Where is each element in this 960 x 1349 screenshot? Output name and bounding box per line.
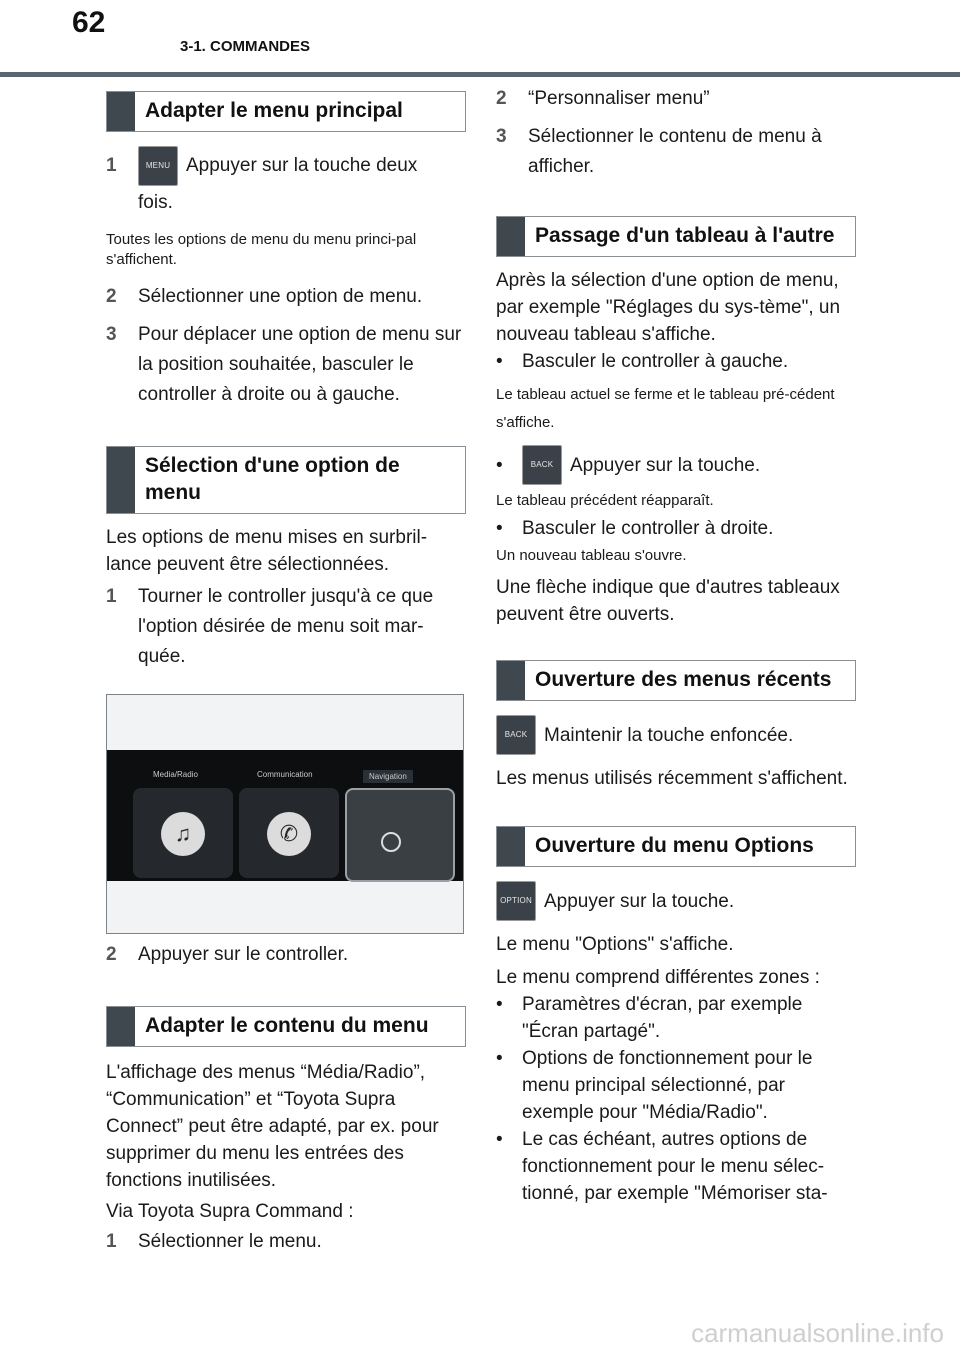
paragraph: Les options de menu mises en surbril-lance peuvent être sélectionnées. <box>106 527 428 575</box>
music-note-icon: ♫ <box>161 812 205 856</box>
right-column <box>496 84 856 1207</box>
bullet-item <box>496 1126 856 1207</box>
bullet-item <box>496 445 856 485</box>
option-button-icon: OPTION <box>496 881 536 921</box>
bullet: • <box>496 518 503 539</box>
bullet-text: Le cas échéant, autres options de fonctionnement pour le menu sélec-tionné, par exemple "Mémoriser sta- <box>522 1129 828 1204</box>
bullet-item <box>496 515 856 542</box>
screen-illustration <box>106 694 464 934</box>
section-heading-menu-content <box>106 1006 466 1047</box>
paragraph: Via Toyota Supra Command : <box>106 1201 354 1222</box>
note-text: Le tableau actuel se ferme et le tableau pré-cédent s'affiche. <box>496 386 835 431</box>
heading-bar <box>497 827 525 866</box>
step-item <box>106 282 466 312</box>
tab-label-navigation: Navigation <box>363 770 413 783</box>
bullet-item <box>496 348 856 375</box>
section-heading-select-option <box>106 446 466 514</box>
step-text: Appuyer sur la touche deux <box>186 155 418 176</box>
left-column <box>106 91 466 1257</box>
section-heading-text: Adapter le contenu du menu <box>145 1014 429 1037</box>
step-text: Sélectionner le contenu de menu à afficher. <box>528 126 822 177</box>
step-number: 2 <box>106 944 117 965</box>
step-number: 2 <box>496 88 507 109</box>
step-item <box>106 146 466 186</box>
step-number: 3 <box>496 126 507 147</box>
step-number: 1 <box>106 155 117 176</box>
bullet-item <box>496 1045 856 1126</box>
bullet-text: Appuyer sur la touche. <box>570 454 761 476</box>
note-text: Toutes les options de menu du menu princi-pal s'affichent. <box>106 231 417 268</box>
paragraph: L'affichage des menus “Média/Radio”, “Communication” et “Toyota Supra Connect” peut être adapté, par ex. pour supprimer du menu les entrées des fonctions inutilisées. <box>106 1062 439 1191</box>
bullet: • <box>496 1129 503 1150</box>
bullet-text: Basculer le controller à gauche. <box>522 351 789 372</box>
section-heading-text: Adapter le menu principal <box>145 99 403 122</box>
bullet-text: Options de fonctionnement pour le menu principal sélectionné, par exemple pour "Média/Radio". <box>522 1048 813 1123</box>
step-number: 1 <box>106 586 117 607</box>
note-text: Le tableau précédent réapparaît. <box>496 492 714 509</box>
tab-label-communication: Communication <box>257 770 313 779</box>
section-heading-main-menu <box>106 91 466 132</box>
step-item <box>496 122 856 182</box>
section-heading-text: Passage d'un tableau à l'autre <box>535 224 835 247</box>
paragraph: Après la sélection d'une option de menu, par exemple "Réglages du sys-tème", un nouveau tableau s'affiche. <box>496 270 841 345</box>
step-text: Tourner le controller jusqu'à ce que l'option désirée de menu soit mar-quée. <box>138 586 434 667</box>
paragraph: Les menus utilisés récemment s'affichent. <box>496 768 848 789</box>
menu-button-icon: MENU <box>138 146 178 186</box>
section-heading-options-menu <box>496 826 856 867</box>
chapter-title: 3-1. COMMANDES <box>180 38 311 55</box>
button-instruction <box>496 881 856 921</box>
heading-bar <box>497 661 525 700</box>
step-text: Appuyer sur le controller. <box>138 944 349 965</box>
step-item <box>496 84 856 114</box>
header-rule <box>0 72 960 77</box>
step-text: “Personnaliser menu” <box>528 88 710 109</box>
instruction-text: Appuyer sur la touche. <box>544 890 735 912</box>
step-item <box>106 320 466 410</box>
bullet: • <box>496 454 503 476</box>
step-number: 3 <box>106 324 117 345</box>
step-number: 2 <box>106 286 117 307</box>
watermark: carmanualsonline.info <box>691 1318 944 1348</box>
back-button-icon: BACK <box>522 445 562 485</box>
section-heading-text: Ouverture des menus récents <box>535 668 832 691</box>
back-button-icon: BACK <box>496 715 536 755</box>
section-heading-recent-menus <box>496 660 856 701</box>
heading-bar <box>107 1007 135 1046</box>
bullet-text: Paramètres d'écran, par exemple "Écran partagé". <box>522 994 803 1042</box>
step-text: Pour déplacer une option de menu sur la position souhaitée, basculer le controller à droite ou à gauche. <box>138 324 462 405</box>
step-text: Sélectionner une option de menu. <box>138 286 423 307</box>
section-heading-text: Ouverture du menu Options <box>535 834 814 857</box>
heading-bar <box>107 92 135 131</box>
note-text: Un nouveau tableau s'ouvre. <box>496 547 687 564</box>
paragraph: Le menu "Options" s'affiche. <box>496 934 734 955</box>
navigation-tile <box>345 788 455 882</box>
compass-icon <box>381 832 401 852</box>
tab-label-media: Media/Radio <box>153 770 198 779</box>
paragraph: Le menu comprend différentes zones : <box>496 967 820 988</box>
display-screen <box>107 750 463 881</box>
step-item <box>106 1227 466 1257</box>
section-heading-switch-table <box>496 216 856 257</box>
bullet: • <box>496 1048 503 1069</box>
step-text-continued: fois. <box>138 192 173 213</box>
bullet-item <box>496 991 856 1045</box>
section-heading-text: Sélection d'une option de menu <box>145 454 400 504</box>
instruction-text: Maintenir la touche enfoncée. <box>544 724 794 746</box>
paragraph: Une flèche indique que d'autres tableaux peuvent être ouverts. <box>496 577 840 625</box>
step-item <box>106 582 466 672</box>
bullet: • <box>496 351 503 372</box>
bullet: • <box>496 994 503 1015</box>
step-number: 1 <box>106 1231 117 1252</box>
page-number: 62 <box>72 6 106 39</box>
bullet-text: Basculer le controller à droite. <box>522 518 774 539</box>
step-item <box>106 940 466 970</box>
heading-bar <box>107 447 135 513</box>
step-text: Sélectionner le menu. <box>138 1231 322 1252</box>
heading-bar <box>497 217 525 256</box>
button-instruction <box>496 715 856 755</box>
phone-icon: ✆ <box>267 812 311 856</box>
